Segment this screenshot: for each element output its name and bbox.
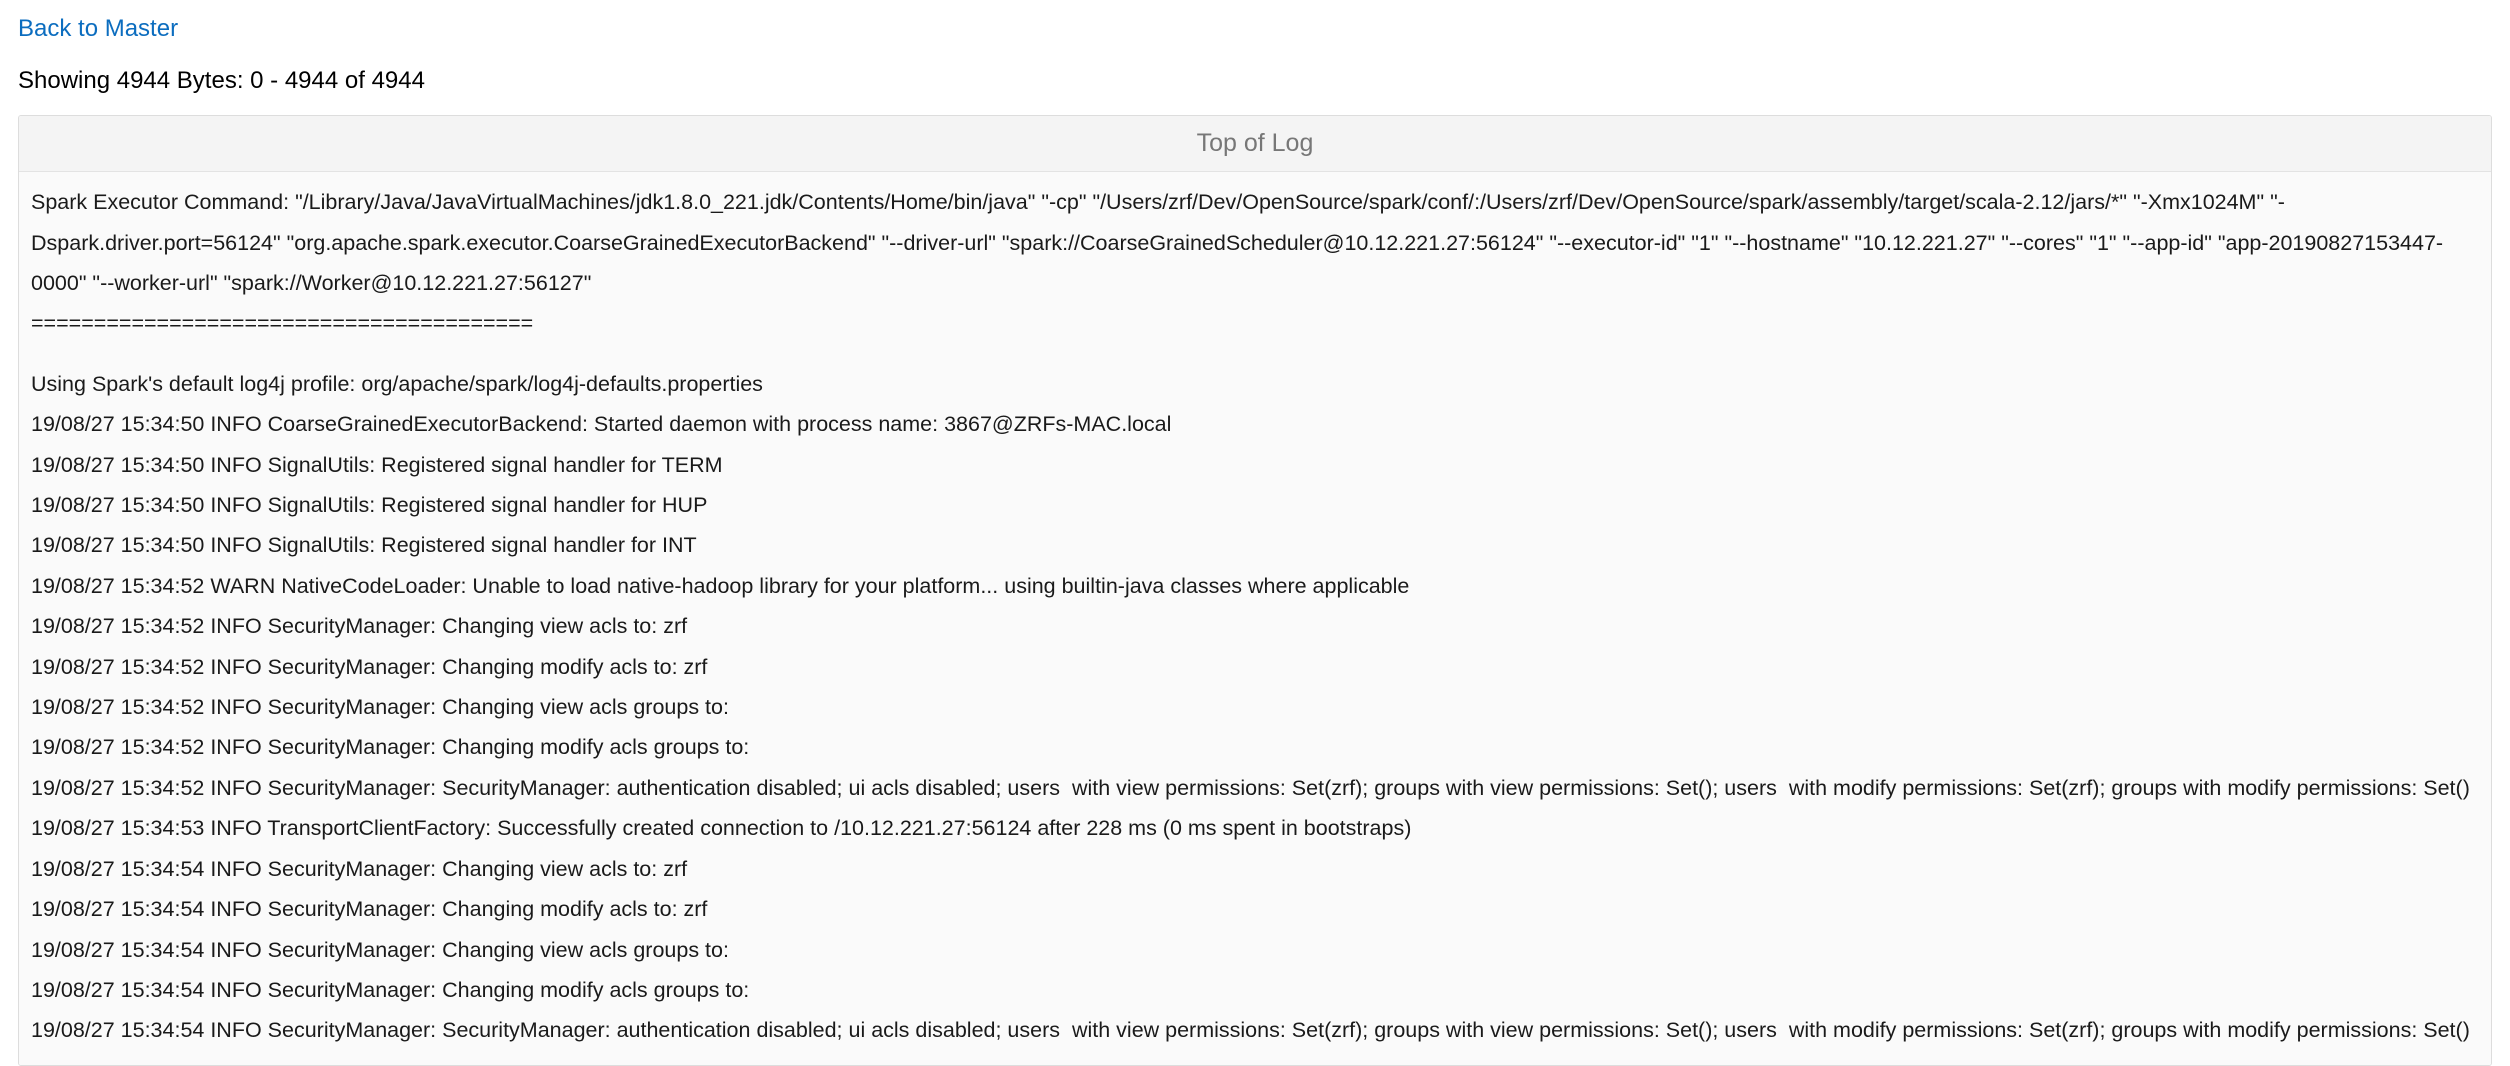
log-line: 19/08/27 15:34:52 INFO SecurityManager: Changing modify acls to: zrf xyxy=(31,654,708,679)
log-line: 19/08/27 15:34:52 INFO SecurityManager: Changing view acls to: zrf xyxy=(31,614,688,639)
log-line: 19/08/27 15:34:52 WARN NativeCodeLoader: Unable to load native-hadoop library for your platform... using builtin-java classes where applicable xyxy=(31,573,1410,598)
log-line: 19/08/27 15:34:54 INFO SecurityManager: Changing modify acls to: zrf xyxy=(31,897,708,922)
log-panel-header: Top of Log xyxy=(19,116,2491,172)
log-line: Spark Executor Command: "/Library/Java/JavaVirtualMachines/jdk1.8.0_221.jdk/Contents/Home/bin/java" "-cp" "/Users/zrf/Dev/OpenSource/spark/conf/:/Users/zrf/Dev/OpenSource/spark/assembly/target/scala-2.12/jars/*" "-Xmx1024M" "-Dspark.driver.port=56124" "org.apache.spark.executor.CoarseGrainedExecutorBackend" "--driver-url" "spark://CoarseGrainedScheduler@10.12.221.27:56124" "--executor-id" "1" "--hostname" "10.12.221.27" "--cores" "1" "--app-id" "app-20190827153447-0000" "--worker-url" "spark://Worker@10.12.221.27:56127" xyxy=(31,190,2444,295)
log-line: 19/08/27 15:34:53 INFO TransportClientFactory: Successfully created connection to /10.12.221.27:56124 after 228 ms (0 ms spent in bootstraps) xyxy=(31,816,1412,841)
log-line: 19/08/27 15:34:54 INFO SecurityManager: Changing view acls groups to: xyxy=(31,937,729,962)
log-content[interactable] xyxy=(19,172,2491,1065)
log-line: 19/08/27 15:34:52 INFO SecurityManager: Changing view acls groups to: xyxy=(31,695,729,720)
log-line xyxy=(31,344,2479,364)
log-panel xyxy=(18,115,2492,1066)
back-to-master-link[interactable]: Back to Master xyxy=(18,15,179,42)
log-line: 19/08/27 15:34:54 INFO SecurityManager: SecurityManager: authentication disabled; ui acls disabled; users with view permissions: Set(zrf); groups with view permissions: Set(); users with modify permissions: Set(zrf); groups with modify permissions: Set() xyxy=(31,1018,2470,1043)
log-line: 19/08/27 15:34:54 INFO SecurityManager: Changing modify acls groups to: xyxy=(31,977,750,1002)
log-line: 19/08/27 15:34:52 INFO SecurityManager: SecurityManager: authentication disabled; ui acls disabled; users with view permissions: Set(zrf); groups with view permissions: Set(); users with modify permissions: Set(zrf); groups with modify permissions: Set() xyxy=(31,775,2470,800)
log-line: 19/08/27 15:34:54 INFO SecurityManager: Changing view acls to: zrf xyxy=(31,856,688,881)
log-line: 19/08/27 15:34:50 INFO SignalUtils: Registered signal handler for HUP xyxy=(31,493,708,518)
log-line: ======================================== xyxy=(31,311,534,336)
log-line: 19/08/27 15:34:50 INFO SignalUtils: Registered signal handler for TERM xyxy=(31,452,723,477)
log-line: 19/08/27 15:34:50 INFO CoarseGrainedExecutorBackend: Started daemon with process name: 3867@ZRFs-MAC.local xyxy=(31,412,1172,437)
log-line: 19/08/27 15:34:52 INFO SecurityManager: Changing modify acls groups to: xyxy=(31,735,750,760)
showing-bytes-status: Showing 4944 Bytes: 0 - 4944 of 4944 xyxy=(18,66,425,94)
log-line: 19/08/27 15:34:50 INFO SignalUtils: Registered signal handler for INT xyxy=(31,533,697,558)
log-line: Using Spark's default log4j profile: org/apache/spark/log4j-defaults.properties xyxy=(31,371,763,396)
